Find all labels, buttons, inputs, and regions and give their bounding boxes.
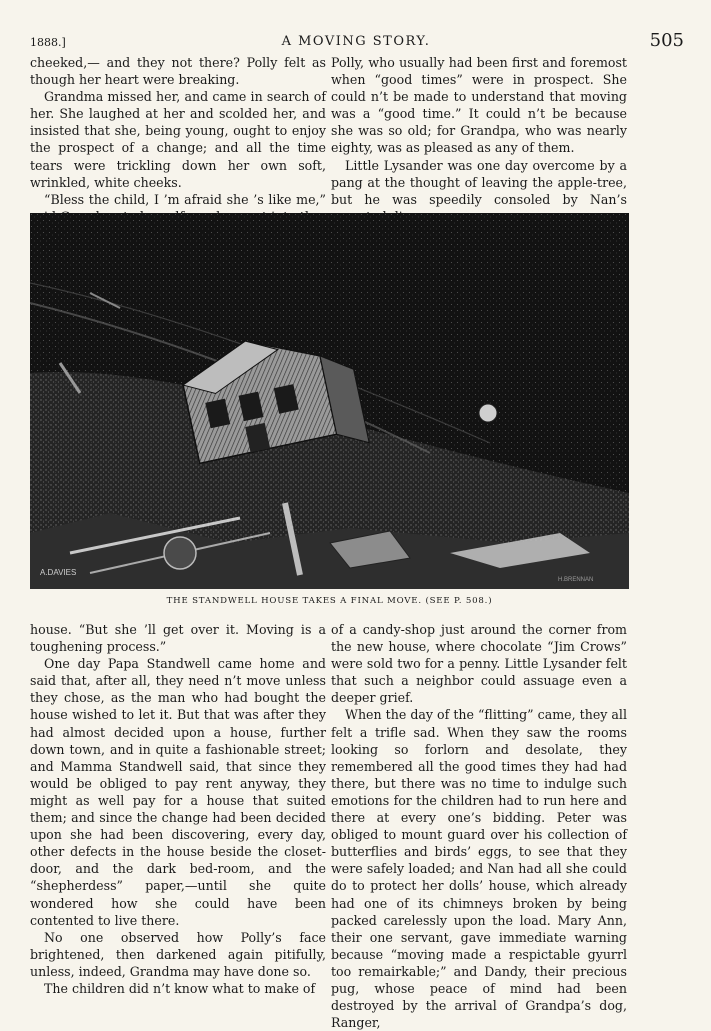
paragraph: One day Papa Standwell came home and said that, after all, they need n’t move unless they chose, as the man who had bought the house wished to let it. But that was after they had almost decided upon a house, further down town, and in quite a fashionable street; and Mamma Standwell said, that since they would be obliged to pay rent anyway, they might as well pay for a house that suited them; and since the change had been decided upon she had been discovering, every day, other defects in the house beside the closet-door, and the dark bed-room, and the “shepherdess” paper,—until she quite wondered how she could have been contented to live there.	[30, 656, 326, 928]
column-left-bottom	[30, 621, 326, 997]
header-year: 1888.]	[30, 36, 66, 49]
paragraph: The children did n’t know what to make of	[44, 980, 316, 996]
column-left-top	[30, 54, 326, 225]
paragraph: of a candy-shop just around the corner from the new house, where chocolate “Jim Crows” were sold two for a penny. Little Lysander felt that such a neighbor could assuage even a deeper grief.	[331, 622, 627, 706]
header-title: A MOVING STORY.	[281, 34, 431, 49]
running-head	[28, 32, 684, 54]
engraver-signature-right: H.BRENNAN	[558, 577, 594, 583]
paragraph: When the day of the “flitting” came, they all felt a trifle sad. When they saw the rooms looking so forlorn and desolate, they remembered all the good times they had had there, but there was no time to indulge such emotions for the children had to run here and there at every one’s bidding. Peter was obliged to mount guard over his collection of butterflies and birds’ eggs, to see that they were safely loaded; and Nan had all she could do to protect her dolls’ house, which already had one of its chimneys broken by being packed carelessly upon the load. Mary Ann, their one servant, gave immediate warning because “moving made a respictable gyurrl too remairkable;” and Dandy, their precious pug, whose peace of mind had been destroyed by the arrival of Grandpa’s dog, Ranger,	[331, 707, 627, 1031]
paragraph: Little Lysander was one day overcome by a pang at the thought of leaving the apple-tree, but he was speedily consoled by Nan’s	[331, 157, 627, 207]
illustration-engraving	[30, 213, 629, 589]
paragraph: Grandma missed her, and came in search of her. She laughed at her and scolded her, and insisted that she, being young, ought to enjoy the prospect of a change; and all the time tears were trickling down her own soft, wrinkled, white cheeks.	[30, 89, 326, 190]
engraving-svg	[30, 213, 629, 589]
paragraph: “Bless the child, I ’m afraid she ’s like me,”	[44, 191, 326, 207]
paragraph: Polly, who usually had been first and foremost when “good times” were in prospect. She could n’t be made to understand that moving was a “good time.” It could n’t be because she was so old; for Grandpa, who was nearly eighty, was as pleased as any of them.	[331, 55, 627, 156]
figure-caption: THE STANDWELL HOUSE TAKES A FINAL MOVE. (SEE P. 508.)	[166, 596, 493, 606]
column-right-top	[331, 54, 627, 225]
paragraph: house. “But she ’ll get over it. Moving is a toughening process.”	[30, 622, 326, 655]
paragraph: cheeked,— and they not there? Polly felt as though her heart were breaking.	[30, 55, 326, 88]
paragraph: No one observed how Polly’s face brightened, then darkened again pitifully, unless, indeed, Grandma may have done so.	[30, 929, 326, 979]
column-right-bottom	[331, 621, 627, 1031]
page-number: 505	[649, 30, 684, 51]
artist-signature-left: A.DAVIES	[40, 568, 77, 577]
